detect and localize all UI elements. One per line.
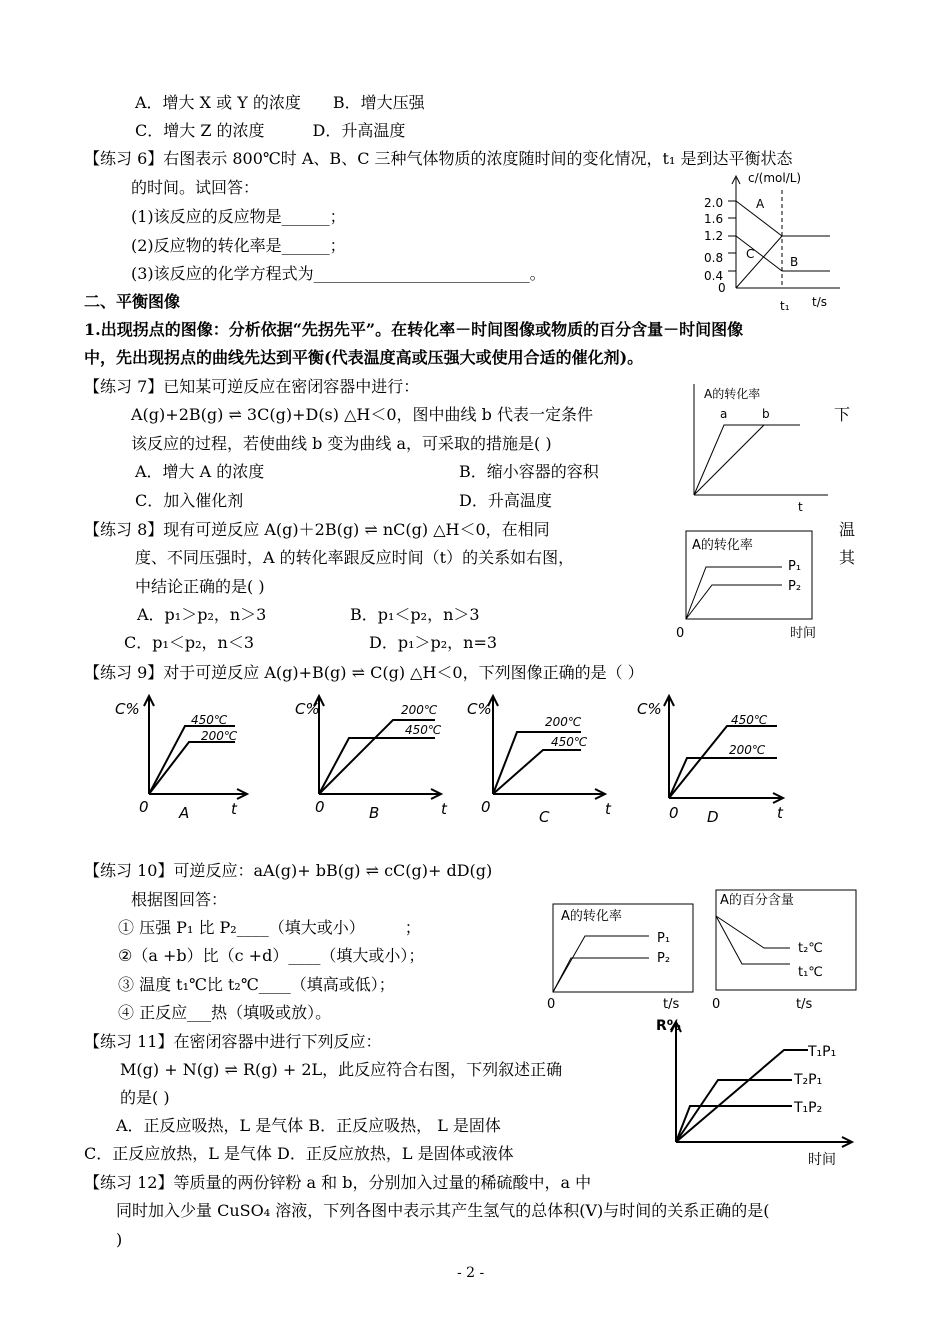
g11-curve-t1p2 [676, 1106, 792, 1142]
g10a-p2-label: P₂ [657, 951, 671, 966]
g10b-origin: 0 [712, 997, 721, 1012]
ex8-option-b: B．p₁＜p₂，n＞3 [350, 605, 480, 624]
ex10-q3: ③ 温度 t₁℃比 t₂℃____（填高或低）； [118, 975, 395, 994]
ex6-q3: (3)该反应的化学方程式为___________________________。 [131, 264, 546, 283]
ex7-line2: A(g)+2B(g) ⇌ 3C(g)+D(s) △H＜0，图中曲线 b 代表一定条件 [131, 405, 593, 424]
ex7-option-c: C．加入催化剂 [135, 491, 244, 510]
g9d-top-label: 450℃ [731, 713, 768, 727]
g9c-letter: C [539, 808, 550, 826]
g10a-title: A的转化率 [561, 909, 622, 924]
g11-curve-t2p1 [676, 1080, 792, 1142]
g10b-curve-t2 [716, 916, 790, 948]
g11-curve2-label: T₂P₁ [794, 1072, 823, 1088]
g10a-origin: 0 [547, 997, 556, 1012]
ex10-line2: 根据图回答： [131, 890, 228, 909]
ex12-line1: 【练习 12】等质量的两份锌粉 a 和 b，分别加入过量的稀硫酸中，a 中 [84, 1173, 592, 1192]
g8-xlabel: 时间 [790, 626, 817, 641]
ex8-line1: 【练习 8】现有可逆反应 A(g)＋2B(g) ⇌ nC(g) △H＜0，在相同 [84, 520, 550, 539]
g7-curve-a [694, 425, 800, 495]
g7-title: A的转化率 [704, 387, 761, 401]
ex11-line1: 【练习 11】在密闭容器中进行下列反应： [84, 1032, 382, 1051]
g10b-t2-label: t₂℃ [798, 941, 823, 956]
g8-title: A的转化率 [692, 538, 753, 553]
ex8-option-a: A．p₁＞p₂，n＞3 [137, 605, 267, 624]
g9b-origin: 0 [315, 798, 325, 816]
ex7-option-b: B．缩小容器的容积 [459, 462, 599, 481]
ex8-line2: 度、不同压强时，A 的转化率跟反应时间（t）的关系如右图， [135, 548, 575, 567]
g9a-top-label: 450℃ [191, 713, 228, 727]
g9d-origin: 0 [669, 804, 679, 822]
g9b-top-label: 200℃ [401, 703, 438, 717]
g8-curve-p2 [686, 585, 782, 619]
g10b-title: A的百分含量 [720, 893, 794, 908]
g8-curve-p1 [686, 567, 782, 619]
g7-curve-b [694, 425, 764, 495]
g10a-curve-p2 [553, 958, 649, 992]
g11-xlabel: 时间 [808, 1152, 836, 1168]
graph-ex8 [672, 527, 832, 642]
g9b-letter: B [369, 804, 380, 822]
g9d-ylabel: C% [637, 700, 662, 718]
graph-ex10-conversion [545, 896, 700, 1014]
g11-curve-t1p1 [676, 1050, 808, 1142]
g9c-ylabel: C% [467, 700, 492, 718]
graph-ex6 [690, 168, 870, 318]
g9a-ylabel: C% [115, 700, 140, 718]
section-2-title: 二、平衡图像 [84, 292, 181, 311]
g9a-xlabel: t [231, 800, 237, 818]
g9b-xlabel: t [441, 800, 447, 818]
g6-tick-0: 0 [718, 281, 726, 295]
g6-curve-a-label: A [756, 197, 765, 211]
ex12-line3: ) [116, 1230, 123, 1249]
g8-p1-label: P₁ [788, 559, 802, 574]
graph-ex7 [690, 380, 830, 515]
g6-tick-1.2: 1.2 [704, 229, 724, 243]
graph-ex9 [105, 690, 805, 830]
ex8-line3: 中结论正确的是( ) [135, 577, 265, 596]
g7-xlabel: t [798, 500, 803, 514]
g10b-t1-label: t₁℃ [798, 965, 823, 980]
g9d-bottom-label: 200℃ [729, 743, 766, 757]
ex11-line3: 的是( ) [120, 1088, 170, 1107]
g6-xlabel: t/s [812, 295, 827, 309]
g9d-xlabel: t [777, 804, 783, 822]
rule-line2: 中，先出现拐点的曲线先达到平衡(代表温度高或压强大或使用合适的催化剂)。 [84, 348, 644, 367]
top-options-2: C．增大 Z 的浓度 D．升高温度 [135, 121, 406, 140]
page-number: - 2 - [457, 1265, 485, 1281]
ex11-options-ab: A．正反应吸热，L 是气体 B．正反应吸热， L 是固体 [116, 1116, 501, 1135]
ex6-q2: (2)反应物的转化率是______； [131, 236, 346, 255]
ex10-q4: ④ 正反应___热（填吸或放）。 [118, 1003, 332, 1022]
g10a-xlabel: t/s [663, 997, 680, 1012]
g8-p2-label: P₂ [788, 579, 802, 594]
top-options-1: A．增大 X 或 Y 的浓度 B．增大压强 [135, 93, 425, 112]
g11-ylabel: R% [656, 1018, 681, 1034]
g8-origin: 0 [676, 626, 685, 641]
ex8-option-c: C．p₁＜p₂，n＜3 [124, 633, 255, 652]
ex8-option-d: D．p₁＞p₂，n=3 [369, 633, 498, 652]
ex10-q2: ②（a +b）比（c +d）____（填大或小）； [118, 946, 425, 965]
g11-curve3-label: T₁P₂ [794, 1100, 823, 1116]
g9c-xlabel: t [605, 800, 611, 818]
ex6-line2: 的时间。试回答： [131, 178, 260, 197]
ex7-line3: 该反应的过程，若使曲线 b 变为曲线 a，可采取的措施是( ) [131, 434, 552, 453]
g6-curve-b [736, 236, 782, 271]
graph-ex10-content [710, 886, 860, 1014]
g9b-ylabel: C% [295, 700, 320, 718]
g9c-bottom-label: 450℃ [551, 735, 588, 749]
ex12-line2: 同时加入少量 CuSO₄ 溶液，下列各图中表示其产生氢气的总体积(V)与时间的关系正确的是( [116, 1201, 770, 1220]
g9c-curve-bottom [493, 750, 581, 794]
g9b-curve-bottom [319, 738, 435, 794]
g9b-bottom-label: 450℃ [405, 723, 442, 737]
g9a-bottom-label: 200℃ [201, 729, 238, 743]
ex7-line2-tail: 下 [834, 405, 851, 424]
g9a-letter: A [179, 804, 190, 822]
ex7-line1: 【练习 7】已知某可逆反应在密闭容器中进行： [84, 377, 420, 396]
ex7-option-d: D．升高温度 [459, 491, 552, 510]
g9d-letter: D [707, 808, 719, 826]
ex8-line1-tail: 温 [839, 520, 856, 539]
g7-curve-b-label: b [762, 407, 770, 421]
ex10-line1: 【练习 10】可逆反应：aA(g)+ bB(g) ⇌ cC(g)+ dD(g) [84, 861, 493, 880]
g9a-origin: 0 [139, 798, 149, 816]
g9c-origin: 0 [481, 798, 491, 816]
ex10-q1: ① 压强 P₁ 比 P₂____（填大或小） ； [118, 918, 421, 937]
g10a-p1-label: P₁ [657, 931, 671, 946]
ex11-line2: M(g) + N(g) ⇌ R(g) + 2L，此反应符合右图，下列叙述正确 [120, 1060, 563, 1079]
ex11-options-cd: C．正反应放热，L 是气体 D．正反应放热，L 是固体或液体 [84, 1144, 514, 1163]
g6-curve-c-label: C [746, 247, 755, 261]
ex7-option-a: A．增大 A 的浓度 [135, 462, 265, 481]
g6-curve-c [736, 236, 782, 288]
ex6-line1: 【练习 6】右图表示 800℃时 A、B、C 三种气体物质的浓度随时间的变化情况，t₁ 是到达平衡状态 [84, 149, 793, 168]
g10b-xlabel: t/s [796, 997, 813, 1012]
graph-ex11 [652, 1014, 857, 1169]
g7-curve-a-label: a [720, 407, 728, 421]
rule-line1: 1.出现拐点的图像：分析依据“先拐先平”。在转化率－时间图像或物质的百分含量－时间图像 [84, 320, 744, 339]
ex6-q1: (1)该反应的反应物是______； [131, 207, 346, 226]
g6-curve-b-label: B [790, 255, 799, 269]
ex9-line1: 【练习 9】对于可逆反应 A(g)+B(g) ⇌ C(g) △H＜0，下列图像正确的是（ ） [84, 663, 644, 682]
g9c-top-label: 200℃ [545, 715, 582, 729]
g6-t1-label: t₁ [780, 299, 790, 313]
g6-tick-0.8: 0.8 [704, 251, 724, 265]
g6-tick-0.4: 0.4 [704, 269, 724, 283]
ex8-line2-tail: 其 [839, 548, 856, 567]
g6-tick-2.0: 2.0 [704, 196, 724, 210]
g6-tick-1.6: 1.6 [704, 212, 724, 226]
g11-curve1-label: T₁P₁ [808, 1044, 837, 1060]
g6-ylabel: c/(mol/L) [748, 171, 802, 185]
